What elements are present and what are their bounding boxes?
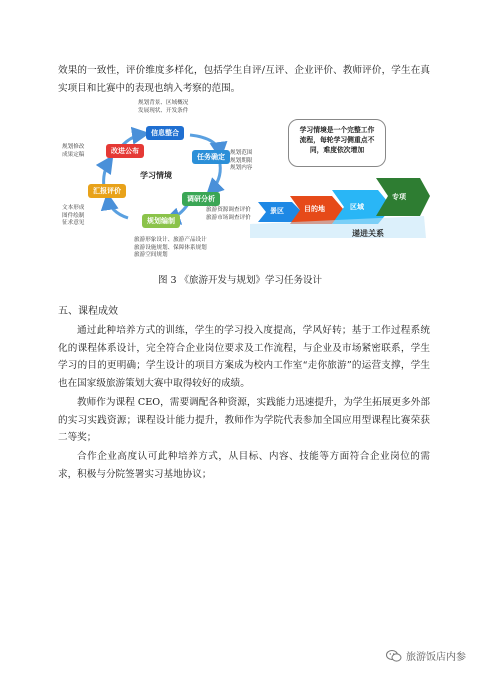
paragraph-2: 教师作为课程 CEO，需要调配各种资源，实践能力迅速提升，为学生拓展更多外部的实习实践资源；课程设计能力提升，教师作为学院代表参加全国应用型课程比赛荣获二等奖； <box>58 397 430 443</box>
watermark-text: 旅游饭店内参 <box>406 652 466 663</box>
notes-report: 文本形成 图件绘制 征求意见 <box>62 205 85 226</box>
learning-task-figure <box>62 92 430 262</box>
section-title: 五、课程成效 <box>58 306 118 317</box>
notes-info: 规划背景、区域概况 发展现状、开发条件 <box>138 100 189 114</box>
callout-box: 学习情境是一个完整工作 流程，每轮学习侧重点不 同，难度依次增加 <box>288 119 386 167</box>
arrow-label-special: 专项 <box>392 193 406 201</box>
notes-research: 旅游资源调查评价 旅游市场调查评价 <box>206 207 251 221</box>
step-improve-publish: 改进公布 <box>106 144 144 158</box>
arrow-label-region: 区域 <box>350 203 364 211</box>
step-plan-compilation: 规划编制 <box>142 214 180 228</box>
paragraph-3: 合作企业高度认可此种培养方式，从目标、内容、技能等方面符合企业岗位的需求，积极与分院签署实习基地协议； <box>58 451 430 480</box>
intro-paragraph: 效果的一致性，评价维度多样化，包括学生自评/互评、企业评价、教师评价，学生在真实项目和比赛中的表现也纳入考察的范围。 <box>58 65 430 94</box>
notes-improve: 规划修改 成果定稿 <box>62 144 85 158</box>
center-label: 学习情境 <box>140 171 172 180</box>
arrow-plan-to-report <box>108 198 128 218</box>
arrow-label-destination: 目的地 <box>304 205 325 213</box>
arrow-task-to-research <box>210 164 220 192</box>
arrow-label-scenic: 景区 <box>270 207 284 215</box>
step-research-analysis: 调研分析 <box>182 192 220 206</box>
watermark <box>386 648 466 663</box>
wechat-icon <box>386 649 402 663</box>
progress-label: 递进关系 <box>352 229 384 238</box>
notes-task: 规划范围 规划期限 规划内容 <box>230 150 253 171</box>
notes-planning: 旅游形象设计、旅游产品设计 旅游设施规划、保障体系规划 旅游空间规划 <box>134 237 207 258</box>
figure-caption: 图 3 《旅游开发与规划》学习任务设计 <box>157 275 323 286</box>
step-info-integration: 信息整合 <box>146 126 184 140</box>
step-task-definition: 任务确定 <box>192 150 230 164</box>
step-report-evaluation: 汇报评价 <box>88 184 126 198</box>
paragraph-1: 通过此种培养方式的训练，学生的学习投入度提高，学风好转；基于工作过程系统化的课程体系设计，完全符合企业岗位要求及工作流程，与企业及市场紧密联系，学生学习的目的更明确；学生设计的项目方案成为校内工作室“走你旅游”的运营支撑，学生也在国家级旅游策划大赛中取得较好的成绩。 <box>58 325 430 389</box>
